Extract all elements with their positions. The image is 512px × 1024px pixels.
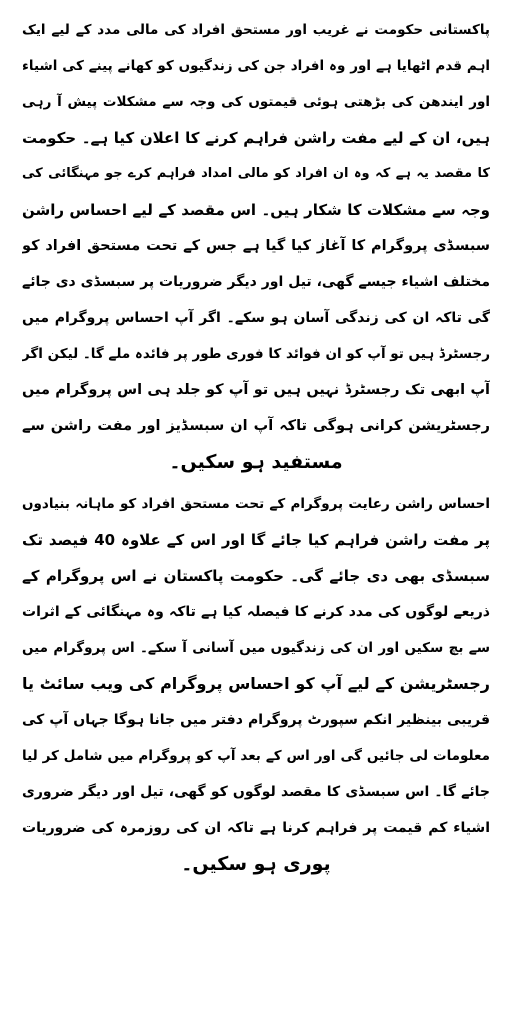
paragraph-line: قریبی بینظیر انکم سپورٹ پروگرام دفتر میں جانا ہوگا جہاں آپ کی [22,712,490,728]
paragraph-line: سے بچ سکیں اور ان کی زندگیوں میں آسانی آ سکے۔ اس پروگرام میں [22,640,490,656]
paragraph-line: جائے گا۔ اس سبسڈی کا مقصد لوگوں کو گھی، تیل اور دیگر ضروری [22,784,490,800]
article-paragraph-1 [22,12,490,480]
paragraph-last-line: پوری ہو سکیں۔ [181,853,331,875]
paragraph-line: پر مفت راشن فراہم کیا جائے گا اور اس کے علاوہ 40 فیصد تک [22,531,490,549]
paragraph-line: گی تاکہ ان کی زندگی آسان ہو سکے۔ اگر آپ احساس پروگرام میں [22,310,490,326]
paragraph-line: سبسڈی بھی دی جائے گی۔ حکومت پاکستان نے اس پروگرام کے [22,567,490,585]
article-paragraph-2 [22,486,490,882]
paragraph-line: رجسٹریشن کے لیے آپ کو احساس پروگرام کی ویب سائٹ یا [22,674,490,693]
paragraph-line: معلومات لی جائیں گی اور اس کے بعد آپ کو پروگرام میں شامل کر لیا [22,748,490,764]
paragraph-line: مختلف اشیاء جیسے گھی، تیل اور دیگر ضروریات پر سبسڈی دی جائے [22,274,490,290]
paragraph-line: اہم قدم اٹھایا ہے اور وہ افراد جن کی زندگیوں کو کھانے پینے کی اشیاء [22,58,490,74]
paragraph-line: پاکستانی حکومت نے غریب اور مستحق افراد کی مالی مدد کے لیے ایک [22,22,490,38]
paragraph-line: سبسڈی پروگرام کا آغاز کیا گیا ہے جس کے تحت مستحق افراد کو [22,238,490,254]
paragraph-line: رجسٹرڈ ہیں تو آپ کو ان فوائد کا فوری طور پر فائدہ ملے گا۔ لیکن اگر [22,346,490,362]
paragraph-line: آپ ابھی تک رجسٹرڈ نہیں ہیں تو آپ کو جلد ہی اس پروگرام میں [22,382,490,398]
paragraph-line: ہیں، ان کے لیے مفت راشن فراہم کرنے کا اعلان کیا ہے۔ حکومت [22,129,490,147]
paragraph-line: کا مقصد یہ ہے کہ وہ ان افراد کو مالی امداد فراہم کرے جو مہنگائی کی [22,166,490,181]
paragraph-line: احساس راشن رعایت پروگرام کے تحت مستحق افراد کو ماہانہ بنیادوں [22,496,490,512]
paragraph-line: اور ایندھن کی بڑھتی ہوئی قیمتوں کی وجہ سے مشکلات پیش آ رہی [22,94,490,110]
paragraph-line: وجہ سے مشکلات کا شکار ہیں۔ اس مقصد کے لیے احساس راشن [22,201,490,219]
paragraph-line: اشیاء کم قیمت پر فراہم کرنا ہے تاکہ ان کی روزمرہ کی ضروریات [22,820,490,836]
paragraph-last-line: مستفید ہو سکیں۔ [169,451,343,473]
paragraph-line: رجسٹریشن کرانی ہوگی تاکہ آپ ان سبسڈیز اور مفت راشن سے [22,418,490,434]
paragraph-line: ذریعے لوگوں کی مدد کرنے کا فیصلہ کیا ہے تاکہ وہ مہنگائی کے اثرات [22,604,490,620]
